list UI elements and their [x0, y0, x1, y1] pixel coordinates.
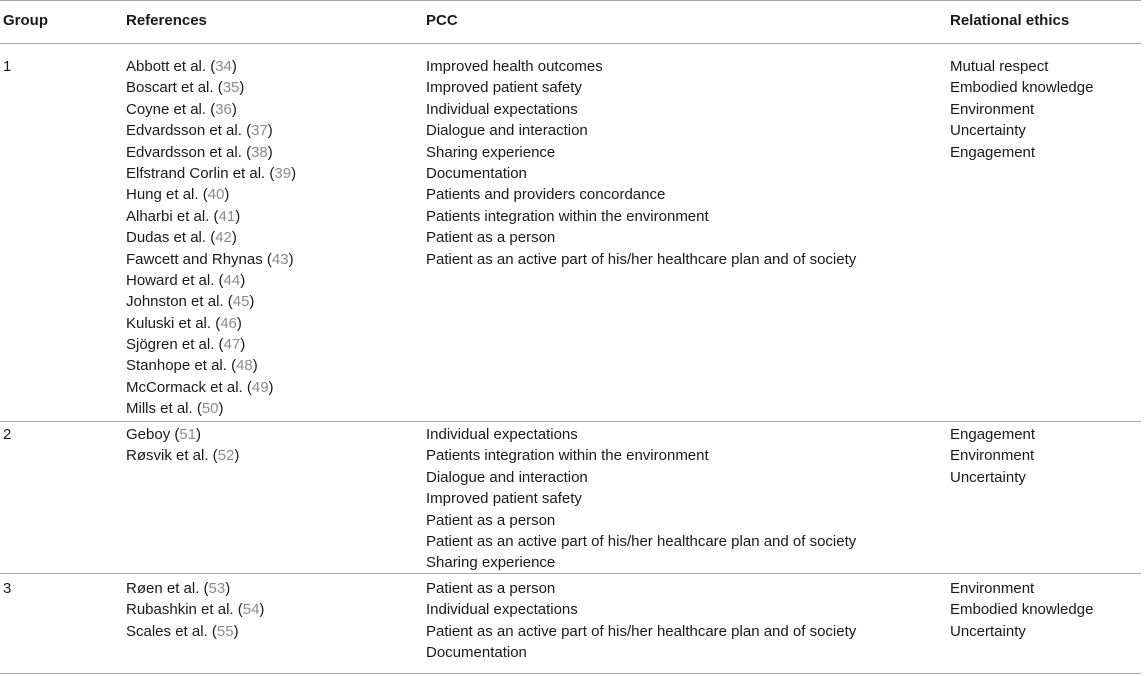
pcc-item: Patient as an active part of his/her healthcare plan and of society	[426, 622, 857, 640]
pcc-item: Individual expectations	[426, 601, 578, 619]
reference-number: 45	[232, 293, 250, 311]
reference-close: )	[218, 400, 224, 418]
reference-number: 43	[271, 250, 289, 268]
reference-close: )	[291, 164, 297, 182]
reference-number: 41	[218, 207, 236, 225]
reference-author: Coyne et al. (	[126, 100, 216, 118]
relational-ethics-item: Uncertainty	[950, 468, 1026, 486]
reference-item	[126, 206, 296, 227]
relational-ethics-item: Mutual respect	[950, 58, 1049, 75]
header-pcc: PCC	[426, 12, 458, 29]
reference-number: 48	[236, 357, 253, 375]
pcc-item: Documentation	[426, 164, 527, 182]
reference-number: 51	[179, 426, 197, 443]
reference-number: 34	[215, 58, 232, 75]
relational-ethics-item: Uncertainty	[950, 122, 1026, 140]
reference-author: Boscart et al. (	[126, 79, 223, 97]
reference-author: Scales et al. (	[126, 622, 217, 640]
reference-author: Rubashkin et al. (	[126, 601, 243, 619]
reference-close: )	[231, 58, 237, 75]
pcc-item: Improved health outcomes	[426, 58, 603, 75]
relational-ethics-cell	[950, 56, 1093, 163]
pcc-item: Patient as a person	[426, 229, 556, 247]
pcc-cell	[426, 578, 856, 664]
reference-close: )	[249, 293, 255, 311]
relational-ethics-item: Environment	[950, 100, 1035, 118]
reference-item	[126, 249, 296, 270]
reference-number: 54	[242, 601, 260, 619]
reference-author: Edvardsson et al. (	[126, 122, 252, 140]
header-relational-ethics: Relational ethics	[950, 12, 1070, 29]
reference-author: Howard et al. (	[126, 271, 224, 289]
pcc-item: Improved patient safety	[426, 79, 582, 97]
reference-number: 55	[216, 622, 234, 640]
pcc-item: Dialogue and interaction	[426, 122, 588, 140]
reference-author: Dudas et al. (	[126, 229, 216, 247]
reference-close: )	[267, 143, 273, 161]
group-number: 1	[3, 58, 12, 75]
pcc-cell	[426, 424, 856, 574]
reference-number: 50	[201, 400, 219, 418]
relational-ethics-cell	[950, 578, 1093, 642]
reference-item	[126, 77, 296, 98]
reference-author: Kuluski et al. (	[126, 314, 221, 332]
reference-item	[126, 599, 264, 620]
group-divider-2	[0, 573, 1141, 574]
reference-author: Fawcett and Rhynas (	[126, 250, 272, 268]
reference-close: )	[235, 207, 241, 225]
reference-author: Stanhope et al. (	[126, 357, 237, 375]
reference-close: )	[233, 622, 239, 640]
reference-item	[126, 355, 296, 376]
reference-author: Sjögren et al. (	[126, 336, 224, 354]
reference-number: 52	[217, 447, 235, 465]
header-rule	[0, 43, 1141, 44]
group-divider-1	[0, 421, 1141, 422]
reference-item	[126, 621, 264, 642]
reference-close: )	[259, 601, 265, 619]
reference-number: 53	[208, 580, 226, 597]
pcc-item: Patients integration within the environment	[426, 447, 709, 465]
references-cell	[126, 578, 264, 642]
reference-item	[126, 227, 296, 248]
pcc-item: Sharing experience	[426, 143, 556, 161]
reference-item	[126, 163, 296, 184]
reference-author: Edvardsson et al. (	[126, 143, 252, 161]
reference-close: )	[239, 79, 245, 97]
pcc-cell	[426, 56, 856, 270]
reference-item	[126, 398, 296, 419]
reference-item	[126, 313, 296, 334]
reference-close: )	[288, 250, 294, 268]
reference-author: Røsvik et al. (	[126, 447, 218, 465]
pcc-item: Dialogue and interaction	[426, 468, 588, 486]
reference-number: 39	[274, 164, 292, 182]
reference-close: )	[231, 229, 237, 247]
reference-author: Alharbi et al. (	[126, 207, 219, 225]
pcc-item: Documentation	[426, 644, 527, 662]
reference-item	[126, 56, 296, 77]
relational-ethics-item: Engagement	[950, 426, 1036, 443]
reference-close: )	[231, 100, 237, 118]
reference-item	[126, 424, 239, 445]
reference-close: )	[268, 378, 274, 396]
reference-item	[126, 270, 296, 291]
reference-close: )	[196, 426, 202, 443]
reference-item	[126, 445, 239, 466]
reference-close: )	[234, 447, 240, 465]
reference-author: Mills et al. (	[126, 400, 202, 418]
reference-number: 44	[223, 271, 241, 289]
relational-ethics-item: Uncertainty	[950, 622, 1026, 640]
reference-close: )	[252, 357, 258, 375]
reference-author: Hung et al. (	[126, 186, 208, 204]
reference-number: 46	[220, 314, 237, 332]
reference-number: 36	[215, 100, 232, 118]
relational-ethics-item: Embodied knowledge	[950, 601, 1094, 619]
group-number: 3	[3, 580, 12, 597]
reference-author: Elfstrand Corlin et al. (	[126, 164, 275, 182]
reference-author: Johnston et al. (	[126, 293, 233, 311]
relational-ethics-cell	[950, 424, 1035, 488]
relational-ethics-item: Engagement	[950, 143, 1036, 161]
reference-number: 42	[215, 229, 232, 247]
reference-close: )	[225, 580, 231, 597]
pcc-item: Patient as a person	[426, 511, 556, 529]
reference-item	[126, 99, 296, 120]
reference-number: 38	[251, 143, 268, 161]
reference-number: 47	[223, 336, 241, 354]
reference-item	[126, 334, 296, 355]
table-bottom-rule	[0, 673, 1141, 674]
reference-close: )	[240, 271, 246, 289]
pcc-item: Patient as an active part of his/her healthcare plan and of society	[426, 532, 857, 550]
reference-close: )	[240, 336, 246, 354]
pcc-item: Sharing experience	[426, 554, 556, 572]
table-top-rule	[0, 0, 1141, 1]
pcc-item: Patient as a person	[426, 580, 556, 597]
reference-number: 35	[222, 79, 240, 97]
reference-number: 49	[251, 378, 269, 396]
header-references: References	[126, 12, 207, 29]
relational-ethics-item: Embodied knowledge	[950, 79, 1094, 97]
reference-author: McCormack et al. (	[126, 378, 252, 396]
reference-close: )	[224, 186, 230, 204]
pcc-item: Improved patient safety	[426, 490, 582, 508]
reference-item	[126, 184, 296, 205]
reference-item	[126, 142, 296, 163]
reference-item	[126, 578, 264, 599]
reference-close: )	[267, 122, 273, 140]
reference-author: Abbott et al. (	[126, 58, 216, 75]
pcc-item: Individual expectations	[426, 100, 578, 118]
reference-number: 37	[251, 122, 268, 140]
header-group: Group	[3, 12, 48, 29]
reference-item	[126, 291, 296, 312]
reference-author: Geboy (	[126, 426, 180, 443]
references-cell	[126, 56, 296, 420]
relational-ethics-item: Environment	[950, 447, 1035, 465]
reference-number: 40	[207, 186, 225, 204]
group-number: 2	[3, 426, 12, 443]
pcc-item: Patient as an active part of his/her healthcare plan and of society	[426, 250, 857, 268]
reference-item	[126, 120, 296, 141]
reference-close: )	[236, 314, 242, 332]
relational-ethics-item: Environment	[950, 580, 1035, 597]
pcc-item: Patients and providers concordance	[426, 186, 666, 204]
pcc-item: Individual expectations	[426, 426, 578, 443]
reference-item	[126, 377, 296, 398]
references-cell	[126, 424, 239, 467]
reference-author: Røen et al. (	[126, 580, 209, 597]
pcc-item: Patients integration within the environment	[426, 207, 709, 225]
